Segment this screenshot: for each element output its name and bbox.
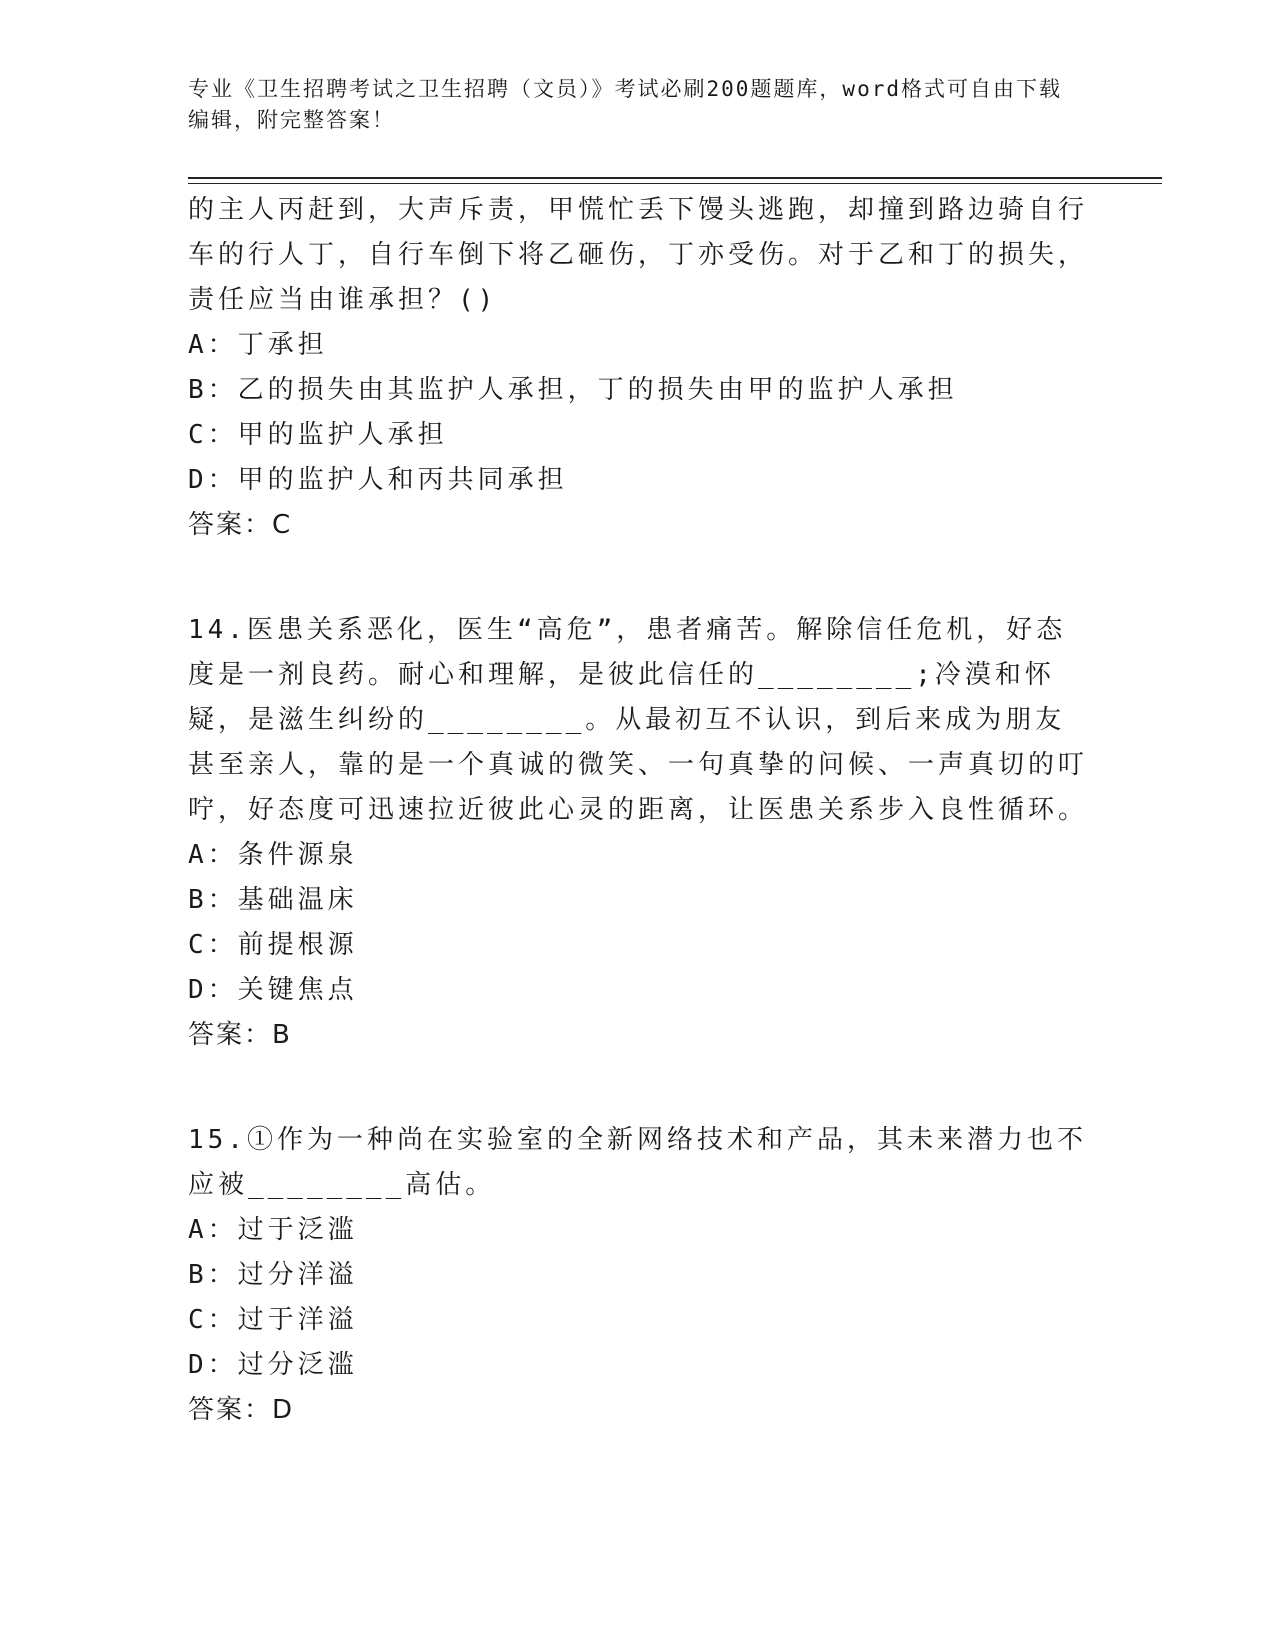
question-text: 的主人丙赶到，大声斥责，甲慌忙丢下馒头逃跑，却撞到路边骑自行车的行人丁，自行车倒下将乙砸伤，丁亦受伤。对于乙和丁的损失，责任应当由谁承担？(): [188, 195, 1089, 315]
option-c: C：过于洋溢: [188, 1305, 358, 1335]
question-text: 14.医患关系恶化，医生“高危”，患者痛苦。解除信任危机，好态度是一剂良药。耐心和理解，是彼此信任的________;冷漠和怀疑，是滋生纠纷的________。从最初互不认识，到后来成为朋友甚至亲人，靠的是一个真诚的微笑、一句真挚的问候、一声真切的叮咛，好态度可迅速拉近彼此心灵的距离，让医患关系步入良性循环。: [188, 615, 1089, 825]
option-d: D：甲的监护人和丙共同承担: [188, 465, 568, 495]
option-a: A：丁承担: [188, 330, 328, 360]
question-block: [188, 608, 1088, 1058]
question-list: [188, 188, 1088, 1433]
option-a: A：过于泛滥: [188, 1215, 358, 1245]
answer-line: 答案：B: [188, 1020, 292, 1050]
option-c: C：甲的监护人承担: [188, 420, 448, 450]
question-spacer: [188, 548, 1088, 608]
option-d: D：过分泛滥: [188, 1350, 358, 1380]
option-b: B：过分洋溢: [188, 1260, 358, 1290]
question-block: [188, 188, 1088, 548]
option-b: B：基础温床: [188, 885, 358, 915]
question-text: 15.①作为一种尚在实验室的全新网络技术和产品，其未来潜力也不应被________高估。: [188, 1125, 1087, 1200]
option-a: A：条件源泉: [188, 840, 358, 870]
option-c: C：前提根源: [188, 930, 358, 960]
header-divider-thick: [188, 177, 1162, 179]
option-b: B：乙的损失由其监护人承担，丁的损失由甲的监护人承担: [188, 375, 958, 405]
answer-line: 答案：C: [188, 510, 293, 540]
document-header: 专业《卫生招聘考试之卫生招聘（文员）》考试必刷200题题库，word格式可自由下载编辑，附完整答案！: [188, 77, 1062, 132]
option-d: D：关键焦点: [188, 975, 358, 1005]
question-block: [188, 1118, 1088, 1433]
question-spacer: [188, 1058, 1088, 1118]
answer-line: 答案：D: [188, 1395, 295, 1425]
header-divider-thin: [188, 183, 1162, 184]
